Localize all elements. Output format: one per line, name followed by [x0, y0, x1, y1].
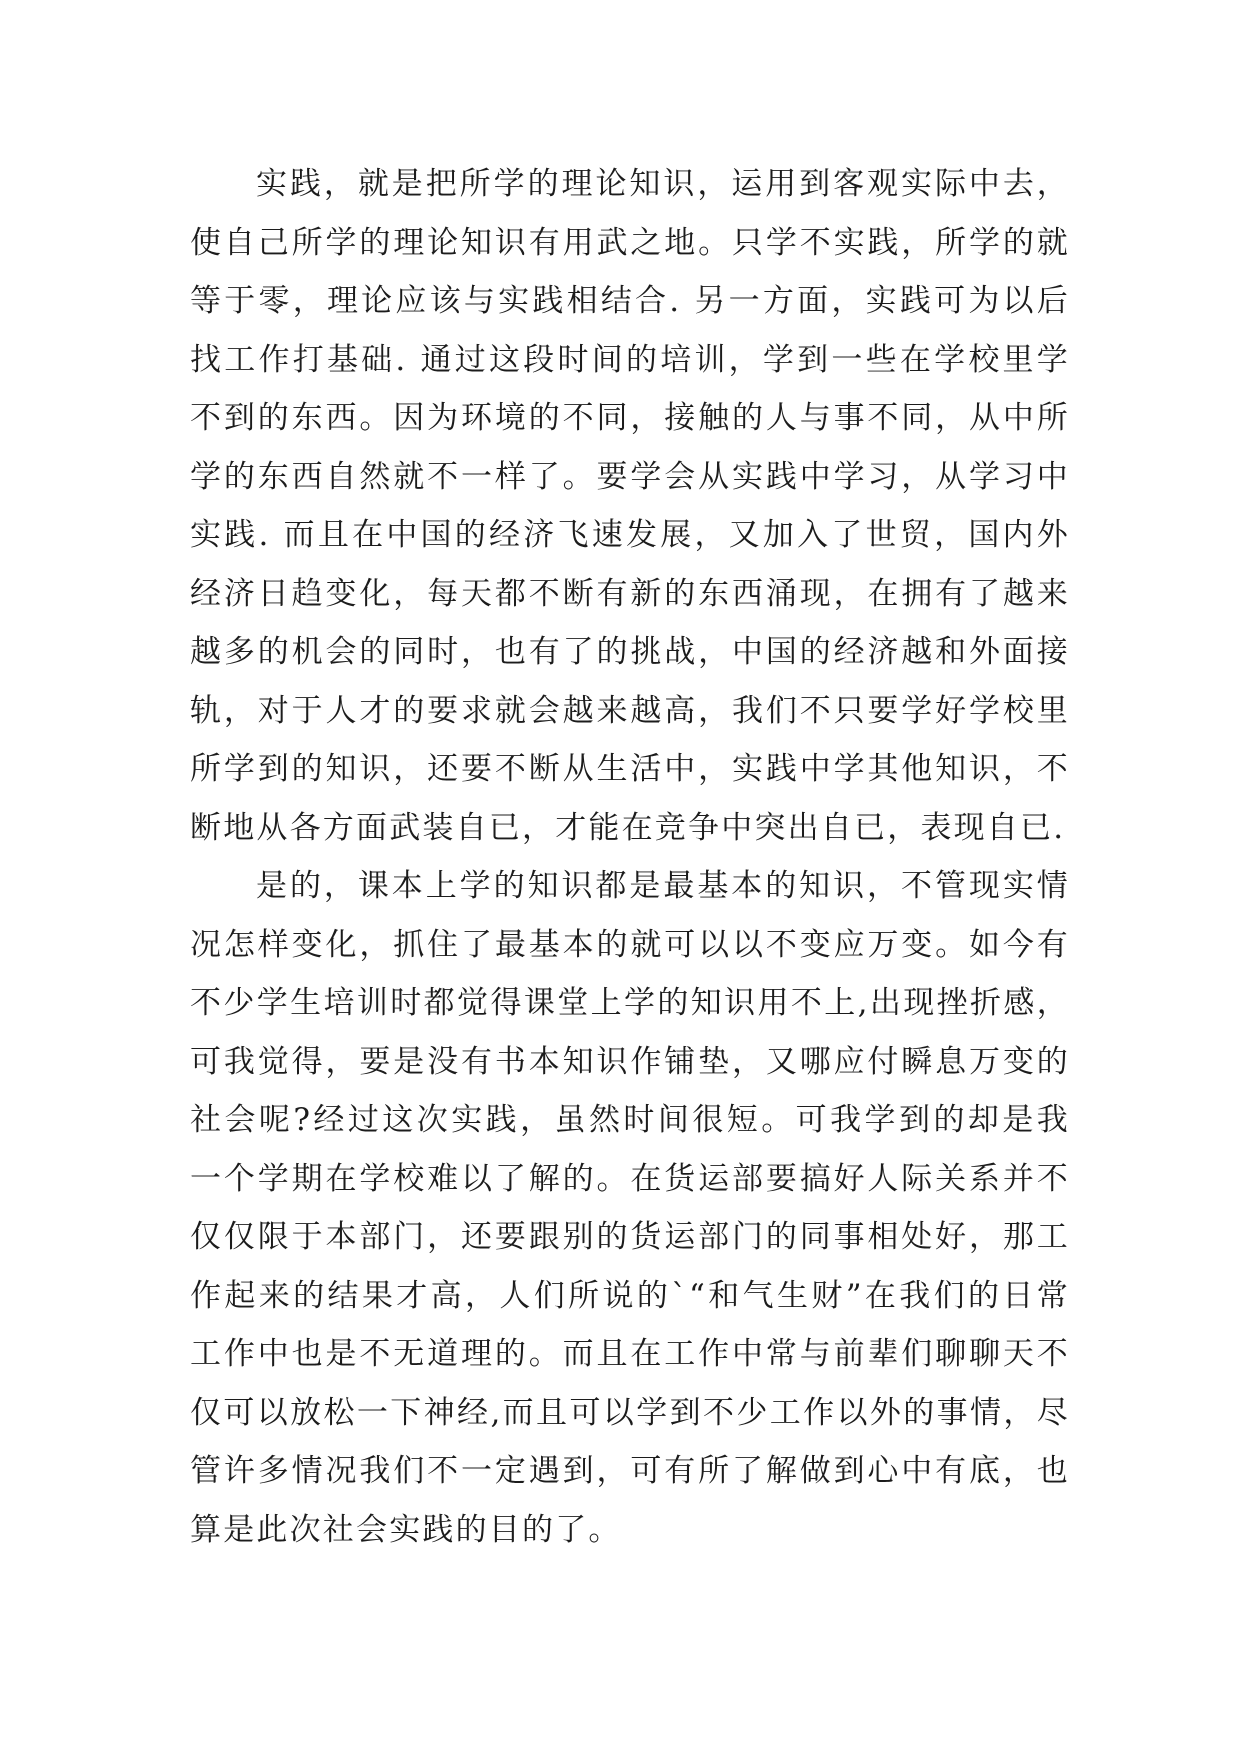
- paragraph-practice-meaning: 实践，就是把所学的理论知识，运用到客观实际中去，使自己所学的理论知识有用武之地。只学不实践，所学的就等于零，理论应该与实践相结合. 另一方面，实践可为以后找工作打基础. 通过这段时间的培训，学到一些在学校里学不到的东西。因为环境的不同，接触的人与事不同，从中所学的东西自然就不一样了。要学会从实践中学习，从学习中实践. 而且在中国的经济飞速发展，又加入了世贸，国内外经济日趋变化，每天都不断有新的东西涌现，在拥有了越来越多的机会的同时，也有了的挑战，中国的经济越和外面接轨，对于人才的要求就会越来越高，我们不只要学好学校里所学到的知识，还要不断从生活中，实践中学其他知识，不断地从各方面武装自已，才能在竞争中突出自已，表现自已.: [190, 166, 1070, 846]
- document-body: [190, 155, 1070, 1559]
- paragraph-textbook-knowledge: 是的，课本上学的知识都是最基本的知识，不管现实情况怎样变化，抓住了最基本的就可以以不变应万变。如今有不少学生培训时都觉得课堂上学的知识用不上,出现挫折感，可我觉得，要是没有书本知识作铺垫，又哪应付瞬息万变的社会呢?经过这次实践，虽然时间很短。可我学到的却是我一个学期在学校难以了解的。在货运部要搞好人际关系并不仅仅限于本部门，还要跟别的货运部门的同事相处好，那工作起来的结果才高，人们所说的`“和气生财”在我们的日常工作中也是不无道理的。而且在工作中常与前辈们聊聊天不仅可以放松一下神经,而且可以学到不少工作以外的事情，尽管许多情况我们不一定遇到，可有所了解做到心中有底，也算是此次社会实践的目的了。: [190, 868, 1070, 1548]
